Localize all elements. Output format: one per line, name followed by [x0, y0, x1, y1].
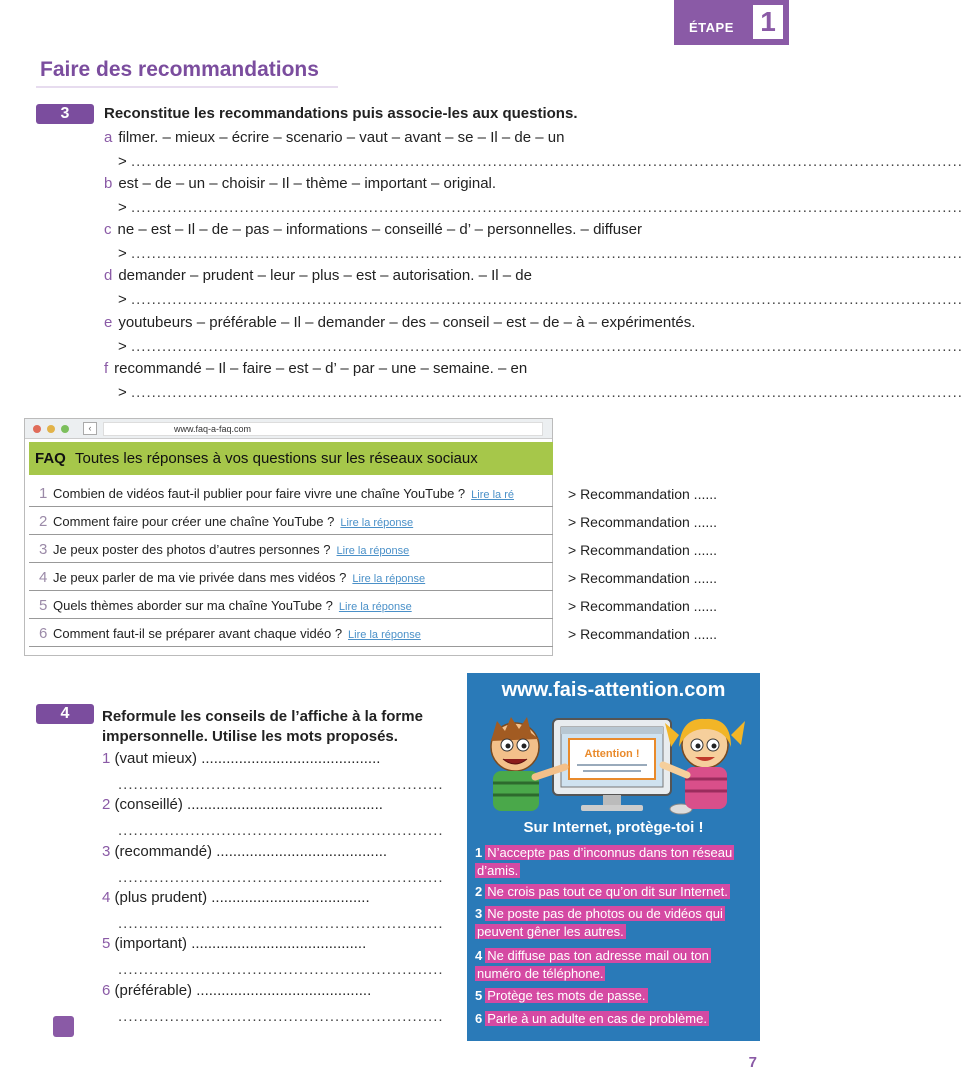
recommendation-slot-2[interactable]: > Recommandation ...... [568, 514, 718, 530]
faq-header [29, 442, 553, 475]
page-title: Faire des recommandations [40, 58, 319, 81]
answer-prefix: > [118, 199, 127, 216]
item-letter: d [104, 267, 113, 284]
tip-text: Parle à un adulte en cas de problème. [487, 1011, 707, 1026]
item-number: 6 [102, 982, 111, 999]
question-text: Quels thèmes aborder sur ma chaîne YouTube ? [53, 598, 333, 613]
tip-text: N’accepte pas d’inconnus dans ton réseau d’amis. [477, 845, 733, 878]
poster-tip [475, 987, 755, 1005]
question-number: 6 [39, 625, 48, 642]
question-number: 2 [39, 513, 48, 530]
poster-tip [475, 947, 745, 983]
faq-question-row [29, 535, 553, 563]
answer-line-b[interactable]: > ................................................................................................................................................................. [118, 199, 963, 216]
item-letter: b [104, 175, 113, 192]
etape-tab [674, 0, 789, 45]
item-letter: a [104, 129, 113, 146]
answer-line-continuation[interactable]: ............................................................... [118, 961, 444, 978]
read-answer-link[interactable]: Lire la réponse [348, 629, 421, 641]
exercise-item-c [104, 221, 642, 238]
question-number: 5 [39, 597, 48, 614]
answer-prefix: > [118, 245, 127, 262]
faq-title: Toutes les réponses à vos questions sur les réseaux sociaux [75, 450, 478, 467]
item-keyword: (plus prudent) [114, 889, 208, 906]
item-words: est – de – un – choisir – Il – thème – important – original. [118, 175, 497, 192]
item-letter: e [104, 314, 113, 331]
recommendation-slot-1[interactable]: > Recommandation ...... [568, 486, 718, 502]
item-keyword: (recommandé) [114, 843, 213, 860]
poster-illustration [473, 705, 754, 817]
item-number: 3 [102, 843, 111, 860]
question-text: Comment faire pour créer une chaîne YouTube ? [53, 514, 335, 529]
tip-number: 2 [475, 884, 483, 899]
exercise-4-instruction-line1: Reformule les conseils de l’affiche à la forme [102, 708, 423, 725]
exercise-3-instruction: Reconstitue les recommandations puis associe-les aux questions. [104, 105, 578, 122]
exercise-4-badge: 4 [36, 704, 94, 724]
read-answer-link[interactable]: Lire la réponse [340, 517, 414, 529]
tip-number: 4 [475, 948, 483, 963]
answer-line-c[interactable]: > ................................................................................................................................................................. [118, 245, 963, 262]
question-text: Je peux parler de ma vie privée dans mes vidéos ? [53, 570, 347, 585]
read-answer-link[interactable]: Lire la ré [471, 489, 514, 501]
reformulation-item-3 [102, 843, 387, 860]
item-words: recommandé – Il – faire – est – d’ – par – une – semaine. – en [114, 360, 528, 377]
url-bar[interactable]: www.faq-a-faq.com [103, 422, 543, 436]
faq-question-row [29, 479, 553, 507]
answer-line-continuation[interactable]: ............................................................... [118, 915, 444, 932]
tip-number: 6 [475, 1011, 483, 1026]
poster-url: www.fais-attention.com [501, 679, 726, 701]
reformulation-item-1 [102, 750, 380, 767]
answer-line-continuation[interactable]: ............................................................... [118, 822, 444, 839]
read-answer-link[interactable]: Lire la réponse [336, 545, 410, 557]
screen-attention-text: Attention ! [584, 748, 640, 760]
poster-tip [475, 844, 748, 880]
answer-line-f[interactable]: > ................................................................................................................................................................. [118, 384, 963, 401]
exercise-item-b [104, 175, 496, 192]
read-answer-link[interactable]: Lire la réponse [338, 601, 412, 613]
answer-prefix: > [118, 338, 127, 355]
tip-number: 3 [475, 906, 483, 921]
item-letter: c [104, 221, 112, 238]
question-text: Je peux poster des photos d’autres personnes ? [53, 542, 331, 557]
answer-prefix: > [118, 384, 127, 401]
faq-question-row [29, 591, 553, 619]
tip-text: Ne crois pas tout ce qu’on dit sur Internet. [487, 884, 728, 899]
exercise-item-d [104, 267, 532, 284]
recommendation-slot-3[interactable]: > Recommandation ...... [568, 542, 718, 558]
question-text: Combien de vidéos faut-il publier pour faire vivre une chaîne YouTube ? [53, 486, 466, 501]
page-number: 7 [748, 1054, 757, 1071]
window-close-dot [33, 425, 41, 433]
item-number: 5 [102, 935, 111, 952]
answer-line-d[interactable]: > ................................................................................................................................................................. [118, 291, 963, 308]
tip-text: Ne diffuse pas ton adresse mail ou ton numéro de téléphone. [477, 948, 709, 981]
faq-browser-window [24, 418, 553, 656]
answer-dots[interactable]: ........................................... [201, 750, 381, 767]
poster-tip [475, 883, 760, 901]
tip-text: Protège tes mots de passe. [487, 988, 646, 1003]
answer-prefix: > [118, 153, 127, 170]
item-number: 2 [102, 796, 111, 813]
item-keyword: (vaut mieux) [114, 750, 198, 767]
item-keyword: (préférable) [114, 982, 193, 999]
item-number: 1 [102, 750, 111, 767]
answer-dots[interactable]: ......................................... [216, 843, 388, 860]
faq-question-row [29, 563, 553, 591]
etape-label: ÉTAPE [689, 20, 734, 35]
answer-dots[interactable]: .......................................... [191, 935, 367, 952]
window-minimize-dot [47, 425, 55, 433]
item-letter: f [104, 360, 109, 377]
browser-toolbar [25, 419, 552, 439]
reformulation-item-2 [102, 796, 383, 813]
answer-dots[interactable]: ............................................... [187, 796, 383, 813]
question-number: 1 [39, 485, 48, 502]
answer-line-continuation[interactable]: ............................................................... [118, 1008, 444, 1025]
exercise-3-badge: 3 [36, 104, 94, 124]
window-maximize-dot [61, 425, 69, 433]
faq-question-row [29, 507, 553, 535]
exercise-item-a [104, 129, 564, 146]
faq-question-row [29, 619, 553, 647]
chevron-left-icon[interactable]: ‹ [83, 422, 97, 435]
recommendation-slot-5[interactable]: > Recommandation ...... [568, 598, 718, 614]
tip-number: 5 [475, 988, 483, 1003]
poster-subtitle: Sur Internet, protège-toi ! [523, 819, 704, 836]
item-words: ne – est – Il – de – pas – informations – conseillé – d’ – personnelles. – diffuser [117, 221, 642, 238]
item-number: 4 [102, 889, 111, 906]
exercise-item-f [104, 360, 527, 377]
section-marker [53, 1016, 74, 1037]
question-number: 4 [39, 569, 48, 586]
recommendation-slot-4[interactable]: > Recommandation ...... [568, 570, 718, 586]
exercise-4-instruction-line2: impersonnelle. Utilise les mots proposés. [102, 728, 398, 745]
exercise-item-e [104, 314, 695, 331]
answer-prefix: > [118, 291, 127, 308]
reformulation-item-4 [102, 889, 370, 906]
etape-number: 1 [753, 5, 783, 39]
recommendation-slot-6[interactable]: > Recommandation ...... [568, 626, 718, 642]
item-words: demander – prudent – leur – plus – est – autorisation. – Il – de [118, 267, 532, 284]
answer-dots[interactable]: ...................................... [211, 889, 370, 906]
faq-label: FAQ [35, 450, 66, 467]
answer-dots[interactable]: .......................................... [196, 982, 372, 999]
item-words: filmer. – mieux – écrire – scenario – vaut – avant – se – Il – de – un [118, 129, 565, 146]
read-answer-link[interactable]: Lire la réponse [352, 573, 426, 585]
question-number: 3 [39, 541, 48, 558]
answer-line-e[interactable]: > ................................................................................................................................................................. [118, 338, 963, 355]
poster-tip [475, 1010, 760, 1028]
safety-poster [467, 673, 760, 1041]
title-underline [36, 86, 338, 88]
item-words: youtubeurs – préférable – Il – demander – des – conseil – est – de – à – expérimentés. [118, 314, 696, 331]
answer-line-continuation[interactable]: ............................................................... [118, 776, 444, 793]
tip-text: Ne poste pas de photos ou de vidéos qui peuvent gêner les autres. [477, 906, 723, 939]
reformulation-item-5 [102, 935, 366, 952]
answer-line-a[interactable]: > ................................................................................................................................................................. [118, 153, 963, 170]
tip-number: 1 [475, 845, 483, 860]
item-keyword: (conseillé) [114, 796, 183, 813]
poster-tip [475, 905, 753, 941]
item-keyword: (important) [114, 935, 188, 952]
answer-line-continuation[interactable]: ............................................................... [118, 869, 444, 886]
reformulation-item-6 [102, 982, 371, 999]
question-text: Comment faut-il se préparer avant chaque vidéo ? [53, 626, 343, 641]
